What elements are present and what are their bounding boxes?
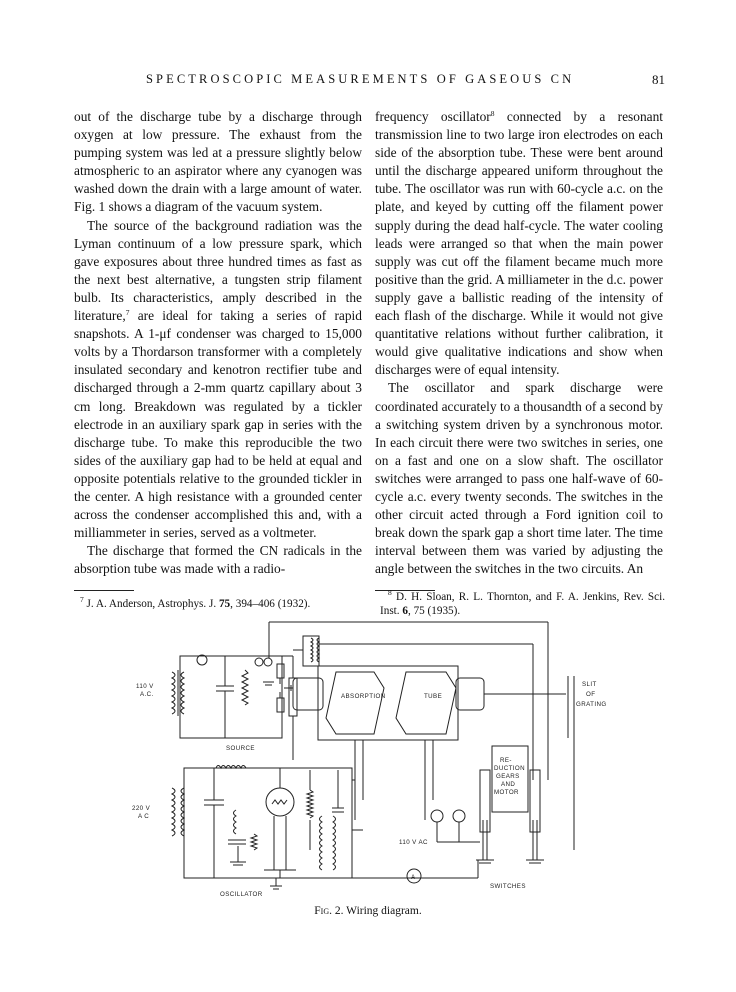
resistor xyxy=(242,670,248,705)
footnote-8: $^8$ D. H. Sloan, R. L. Thornton, and F. A. Jenkins, Rev. Sci. Inst. 6, 75 (1935). xyxy=(380,588,666,617)
absorption-electrode xyxy=(326,672,384,734)
oscillator-label: OSCILLATOR xyxy=(220,891,263,898)
figure-caption: Fig. 2. Wiring diagram. xyxy=(314,905,422,917)
grid-coil xyxy=(234,810,237,834)
page-header xyxy=(0,72,736,92)
wiring-diagram xyxy=(128,620,638,900)
primary-coil xyxy=(172,788,175,836)
svg-text:DUCTION: DUCTION xyxy=(494,765,525,772)
v220-label: 220 V xyxy=(132,805,151,812)
primary-coil xyxy=(172,672,175,714)
spark-gap-electrode xyxy=(277,664,284,678)
paragraph: frequency oscillator$^8$ connected by a resonant transmission line to two large iron electrodes on each side of the absorption tube. These were bent around until the discharge appeared uniform throughout the tube. The oscillator was run with 60-cycle a.c. on the plate, and keyed by cutting off the filament power supply during the dead half-cycle. The water cooling leads were arranged so that when the main power supply was cut off the filament became much more positive than the grid. A milliameter in the d.c. power supply gave a ballistic reading of the intensity of each flash of the discharge. While it would not give quantitative relations without further calibration, it would give qualitative indications and show when discharges were of equal intensity. xyxy=(375,109,663,378)
paragraph: out of the discharge tube by a discharge through oxygen at low pressure. The exhaust from the pumping system was led at a pressure slightly below atmospheric to an aspirator where any cyanogen was washed down the drain with a large amount of water. Fig. 1 shows a diagram of the vacuum system. xyxy=(74,109,362,215)
source-label: SOURCE xyxy=(226,745,255,752)
absorption-label: ABSORPTION xyxy=(341,693,386,700)
plate-resistor xyxy=(307,790,313,818)
svg-text:110 V AC: 110 V AC xyxy=(399,839,428,846)
footnote-7: $^7$ J. A. Anderson, Astrophys. J. 75, 394–406 (1932). xyxy=(80,595,311,610)
svg-text:OF: OF xyxy=(586,691,596,698)
svg-text:AND: AND xyxy=(501,781,516,788)
right-column xyxy=(375,108,663,578)
motor-supply xyxy=(399,810,480,846)
svg-text:A: A xyxy=(411,874,416,881)
svg-text:MOTOR: MOTOR xyxy=(494,789,519,796)
svg-text:A.C.: A.C. xyxy=(140,691,154,698)
svg-text:GEARS: GEARS xyxy=(496,773,520,780)
svg-text:RE-: RE- xyxy=(500,757,512,764)
svg-text:SLIT: SLIT xyxy=(582,681,597,688)
paragraph: The oscillator and spark discharge were coordinated accurately to a thousandth of a second by a switching system driven by a synchronous motor. In each circuit there were two switches in series, one on a fast and one on a slow shaft. The oscillator switches were arranged to pass one half-wave of 60-cycle a.c. every twenty seconds. The switches in the other circuit acted through a Ford ignition coil to break down the spark gap a short time later. The time interval between them was varied by adjusting the angle between the switches in the two circuits. An xyxy=(375,380,663,577)
footnote-ref: 8 xyxy=(490,109,495,118)
secondary-coil xyxy=(181,672,184,714)
switches-label: SWITCHES xyxy=(490,883,526,890)
source-box xyxy=(180,656,282,738)
absorption-tube xyxy=(293,666,484,820)
footnote-rule xyxy=(74,590,134,591)
oscillator-circuit xyxy=(172,766,478,890)
absorption-electrode xyxy=(396,672,456,734)
v110-label: 110 V xyxy=(136,683,154,690)
page-number: 81 xyxy=(652,72,665,87)
spark-gap-electrode xyxy=(277,698,284,712)
choke-coil xyxy=(216,766,246,769)
tube-label: TUBE xyxy=(424,693,443,700)
left-column xyxy=(74,108,362,578)
reduction-gears-motor xyxy=(476,746,544,890)
paragraph: The discharge that formed the CN radicals in the absorption tube was made with a radio- xyxy=(74,543,362,577)
footnote-ref: 7 xyxy=(125,308,130,318)
svg-text:A C: A C xyxy=(138,813,150,820)
grid-resistor xyxy=(251,834,257,850)
svg-text:GRATING: GRATING xyxy=(576,701,607,708)
tank-coil xyxy=(320,816,323,870)
running-head: SPECTROSCOPIC MEASUREMENTS OF GASEOUS CN xyxy=(146,72,575,86)
paragraph: The source of the background radiation was the Lyman continuum of a low pressure spark, which gave exposures about three hundred times as fast as the next best alternative, a tungsten strip filament bulb. Its characteristics, amply described in the literature,$^7$ are ideal for taking a series of rapid snapshots. A 1-μf condenser was charged to 15,000 volts by a Thordarson transformer with a completely insulated secondary and kenotron rectifier tube and discharged through a 2-mm quartz capillary about 3 cm long. Breakdown was regulated by a tickler electrode in an auxiliary spark gap in series with the discharge tube. To make this reproducible the two sides of the auxiliary gap had to be held at equal and opposite potentials relative to the grounded tickler in the center. A high resistance with a grounded center across the condenser accomplished this and, with a milliammeter in series, served as a voltmeter. xyxy=(74,217,362,541)
meter xyxy=(255,658,263,666)
